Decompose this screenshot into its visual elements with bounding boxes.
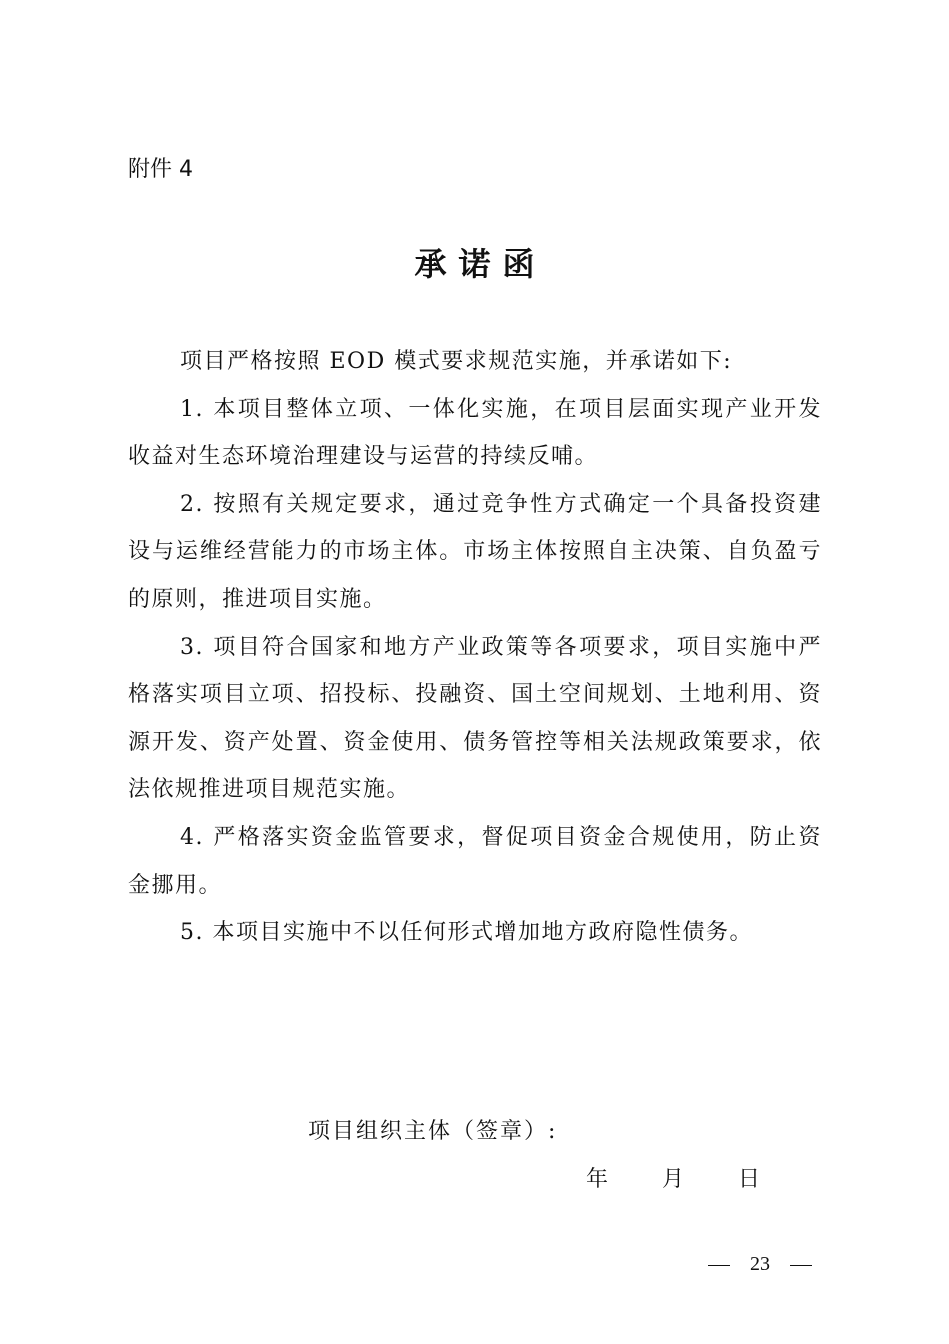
signature-label: 项目组织主体（签章）: xyxy=(308,1119,558,1144)
commitment-4: 4. 严格落实资金监管要求，督促项目资金合规使用，防止资金挪用。 xyxy=(128,824,822,898)
commitment-3: 3. 项目符合国家和地方产业政策等各项要求，项目实施中严格落实项目立项、招投标、投融资、国土空间规划、土地利用、资源开发、资产处置、资金使用、债务管控等相关法规政策要求，依法依规推进项目规范实施。 xyxy=(128,634,822,803)
year-label: 年 xyxy=(586,1167,609,1192)
page-number xyxy=(708,1248,812,1280)
intro-paragraph: 项目严格按照 EOD 模式要求规范实施，并承诺如下: xyxy=(180,349,733,374)
page-number-value: 23 xyxy=(750,1253,770,1275)
annex-label: 附件 4 xyxy=(128,157,193,182)
commitment-2: 2. 按照有关规定要求，通过竞争性方式确定一个具备投资建设与运维经营能力的市场主体。市场主体按照自主决策、自负盈亏的原则，推进项目实施。 xyxy=(128,491,822,612)
day-label: 日 xyxy=(738,1167,761,1192)
month-label: 月 xyxy=(662,1167,685,1192)
page-dash-right xyxy=(790,1265,812,1266)
commitment-5: 5. 本项目实施中不以任何形式增加地方政府隐性债务。 xyxy=(180,920,753,946)
page-dash-left xyxy=(708,1265,730,1266)
document-body xyxy=(128,338,822,957)
commitment-1: 1. 本项目整体立项、一体化实施，在项目层面实现产业开发收益对生态环境治理建设与运营的持续反哺。 xyxy=(128,396,822,470)
date-line xyxy=(586,1164,760,1196)
document-title: 承诺函 xyxy=(414,245,547,283)
